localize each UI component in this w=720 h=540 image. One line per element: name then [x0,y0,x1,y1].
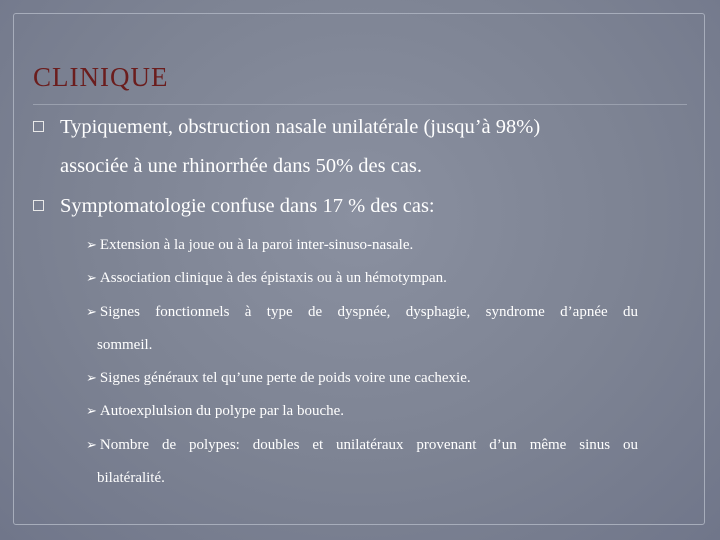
sub-item-line [86,428,638,462]
sub-item-6 [86,428,638,495]
sub-item-continuation: bilatéralité. [97,470,165,486]
sub-item-text: Signes fonctionnels à type de dyspnée, dysphagie, syndrome d’apnée du [99,304,638,320]
arrow-bullet-icon: ➢ [86,370,97,385]
bullet-item-2 [33,187,683,226]
arrow-bullet-icon: ➢ [86,237,97,252]
sub-item-5 [86,394,638,428]
sub-item-line [86,295,638,329]
title-divider [33,104,687,105]
sub-item-text: Extension à la joue ou à la paroi inter-sinuso-nasale. [99,237,414,253]
arrow-bullet-icon: ➢ [86,437,97,452]
sub-item-2 [86,261,638,295]
arrow-bullet-icon: ➢ [86,403,97,418]
sub-item-text: Autoexplulsion du polype par la bouche. [99,403,345,419]
sub-item-4 [86,361,638,395]
sub-item-3 [86,295,638,362]
sub-item-continuation: sommeil. [97,337,153,353]
sub-item-text: Association clinique à des épistaxis ou à un hémotympan. [99,270,447,286]
arrow-bullet-icon: ➢ [86,270,97,285]
arrow-bullet-icon: ➢ [86,304,97,319]
checkbox-bullet-icon [33,121,44,132]
checkbox-bullet-icon [33,200,44,211]
sub-item-text: Signes généraux tel qu’une perte de poids voire une cachexie. [99,370,471,386]
bullet-item-1 [33,108,683,186]
bullet-2-line-1: Symptomatologie confuse dans 17 % des cas: [60,195,435,217]
sub-item-text: Nombre de polypes: doubles et unilatéraux provenant d’un même sinus ou [99,437,638,453]
bullet-1-line-2: associée à une rhinorrhée dans 50% des cas. [60,155,423,177]
slide-title: CLINIQUE [33,62,169,92]
bullet-1-line-1: Typiquement, obstruction nasale unilatérale (jusqu’à 98%) [60,116,541,138]
sub-item-1 [86,228,638,262]
